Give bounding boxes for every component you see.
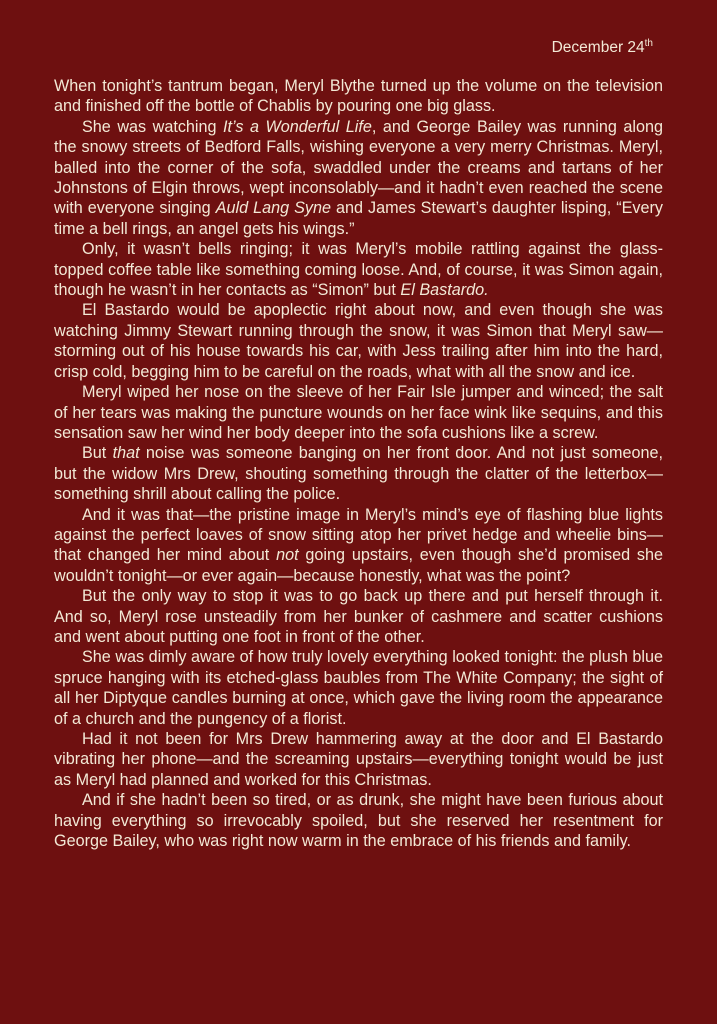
paragraph-text: And if she hadn’t been so tired, or as drunk, she might have been furious about having everything so irrevocably spoiled, but she reserved her resentment for George Bailey, who was right now warm in the embrace of his friends and family. xyxy=(54,791,663,851)
paragraph-text: Had it not been for Mrs Drew hammering away at the door and El Bastardo vibrating her phone—and the screaming upstairs—everything tonight would be just as Meryl had planned and worked for this Christmas. xyxy=(54,730,663,789)
italic-text: that xyxy=(112,444,140,463)
paragraph xyxy=(54,300,663,382)
paragraph-text: She was dimly aware of how truly lovely everything looked tonight: the plush blue spruce hanging with its etched-glass baubles from The White Company; the sight of all her Diptyque candles burning at once, which gave the living room the appearance of a church and the pungency of a florist. xyxy=(54,648,663,728)
paragraph-text: El Bastardo would be apoplectic right about now, and even though she was watching Jimmy Stewart running through the snow, it was Simon that Meryl saw—storming out of his house towards his car, with Jess trailing after him into the hard, crisp cold, begging him to be careful on the roads, what with all the snow and ice. xyxy=(54,301,663,381)
paragraph-text: But xyxy=(82,444,113,463)
paragraph-text: and James Stewart’s daughter lisping, “Every time a bell rings, an angel gets his wings.” xyxy=(54,199,663,238)
paragraph xyxy=(54,647,663,729)
paragraph xyxy=(54,729,663,790)
paragraph-text: noise was someone banging on her front door. And not just someone, but the widow Mrs Drew, shouting something through the clatter of the letterbox—something shrill about calling the police. xyxy=(54,444,663,504)
paragraph xyxy=(54,239,663,300)
paragraph xyxy=(54,382,663,443)
paragraph xyxy=(54,790,663,851)
chapter-date-suffix: th xyxy=(644,38,653,49)
italic-text: Auld Lang Syne xyxy=(215,199,331,218)
paragraph xyxy=(54,586,663,647)
paragraph xyxy=(54,76,663,117)
chapter-date-text: December 24 xyxy=(551,39,645,56)
paragraph-text: She was watching xyxy=(82,117,224,136)
paragraph-text: , and George Bailey was running along the snowy streets of Bedford Falls, wishing everyone a very merry Christmas. Meryl, balled into the corner of the sofa, swaddled under the creams and tartans of her Johnstons of Elgin throws, wept inconsolably—and it hadn’t even reached the scene with everyone singing xyxy=(54,117,663,218)
paragraph-text: But the only way to stop it was to go back up there and put herself through it. And so, Meryl rose unsteadily from her bunker of cashmere and scatter cushions and went about putting one foot in front of the other. xyxy=(54,587,663,646)
paragraph-text: Only, it wasn’t bells ringing; it was Meryl’s mobile rattling against the glass-topped coffee table like something coming loose. And, of course, it was Simon again, though he wasn’t in her contacts as “Simon” but xyxy=(54,240,663,300)
italic-text: It’s a Wonderful Life xyxy=(223,117,372,136)
paragraph-text: Meryl wiped her nose on the sleeve of her Fair Isle jumper and winced; the salt of her tears was making the puncture wounds on her face wink like sequins, and this sensation saw her wind her body deeper into the sofa cushions like a screw. xyxy=(54,383,663,442)
paragraph xyxy=(54,443,663,504)
body-text xyxy=(54,76,663,851)
paragraph xyxy=(54,505,663,587)
chapter-date xyxy=(54,38,663,58)
paragraph xyxy=(54,117,663,239)
italic-text: not xyxy=(276,546,299,565)
paragraph-text: When tonight’s tantrum began, Meryl Blythe turned up the volume on the television and finished off the bottle of Chablis by pouring one big glass. xyxy=(54,77,663,116)
paragraph-text: And it was that—the pristine image in Meryl’s mind’s eye of flashing blue lights against the perfect loaves of snow sitting atop her privet hedge and wheelie bins—that changed her mind about xyxy=(54,505,663,565)
paragraph-text: going upstairs, even though she’d promised she wouldn’t tonight—or ever again—because honestly, what was the point? xyxy=(54,546,663,585)
italic-text: El Bastardo. xyxy=(400,281,489,300)
